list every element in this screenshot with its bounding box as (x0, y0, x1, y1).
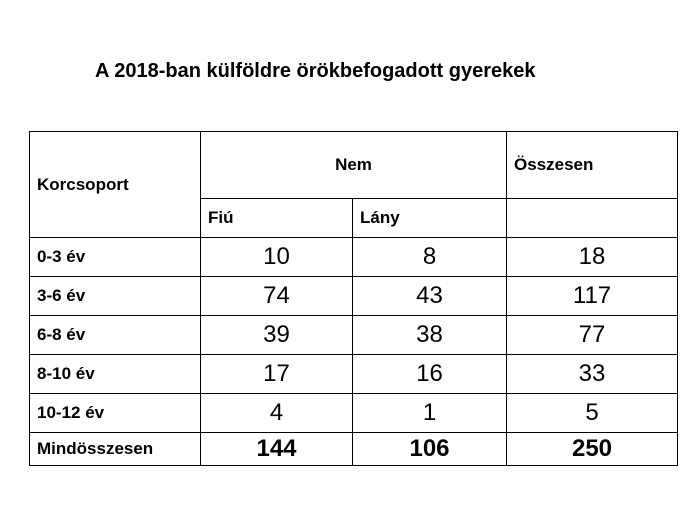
cell-total: 5 (507, 394, 678, 433)
table-row (30, 277, 678, 316)
cell-total: 77 (507, 316, 678, 355)
cell-boy: 74 (201, 277, 353, 316)
page-title: A 2018-ban külföldre örökbefogadott gyerekek (95, 60, 536, 82)
row-label: 3-6 év (30, 277, 201, 316)
grand-total-label: Mindösszesen (30, 433, 201, 466)
cell-girl: 43 (353, 277, 507, 316)
header-total-empty (507, 199, 678, 238)
cell-total: 117 (507, 277, 678, 316)
header-row (30, 132, 678, 199)
row-label: 6-8 év (30, 316, 201, 355)
cell-boy: 4 (201, 394, 353, 433)
cell-girl: 16 (353, 355, 507, 394)
header-total: Összesen (507, 132, 678, 199)
grand-total-row (30, 433, 678, 466)
table-row (30, 355, 678, 394)
header-boy: Fiú (201, 199, 353, 238)
table-row (30, 238, 678, 277)
cell-total: 33 (507, 355, 678, 394)
row-label: 0-3 év (30, 238, 201, 277)
header-age-group: Korcsoport (30, 132, 201, 238)
grand-total-boy: 144 (201, 433, 353, 466)
cell-boy: 17 (201, 355, 353, 394)
cell-boy: 39 (201, 316, 353, 355)
cell-girl: 38 (353, 316, 507, 355)
cell-total: 18 (507, 238, 678, 277)
table-row (30, 394, 678, 433)
grand-total-girl: 106 (353, 433, 507, 466)
cell-boy: 10 (201, 238, 353, 277)
header-girl: Lány (353, 199, 507, 238)
row-label: 10-12 év (30, 394, 201, 433)
row-label: 8-10 év (30, 355, 201, 394)
header-sex: Nem (201, 132, 507, 199)
cell-girl: 8 (353, 238, 507, 277)
table-row (30, 316, 678, 355)
adoption-table (29, 131, 678, 466)
grand-total-total: 250 (507, 433, 678, 466)
cell-girl: 1 (353, 394, 507, 433)
